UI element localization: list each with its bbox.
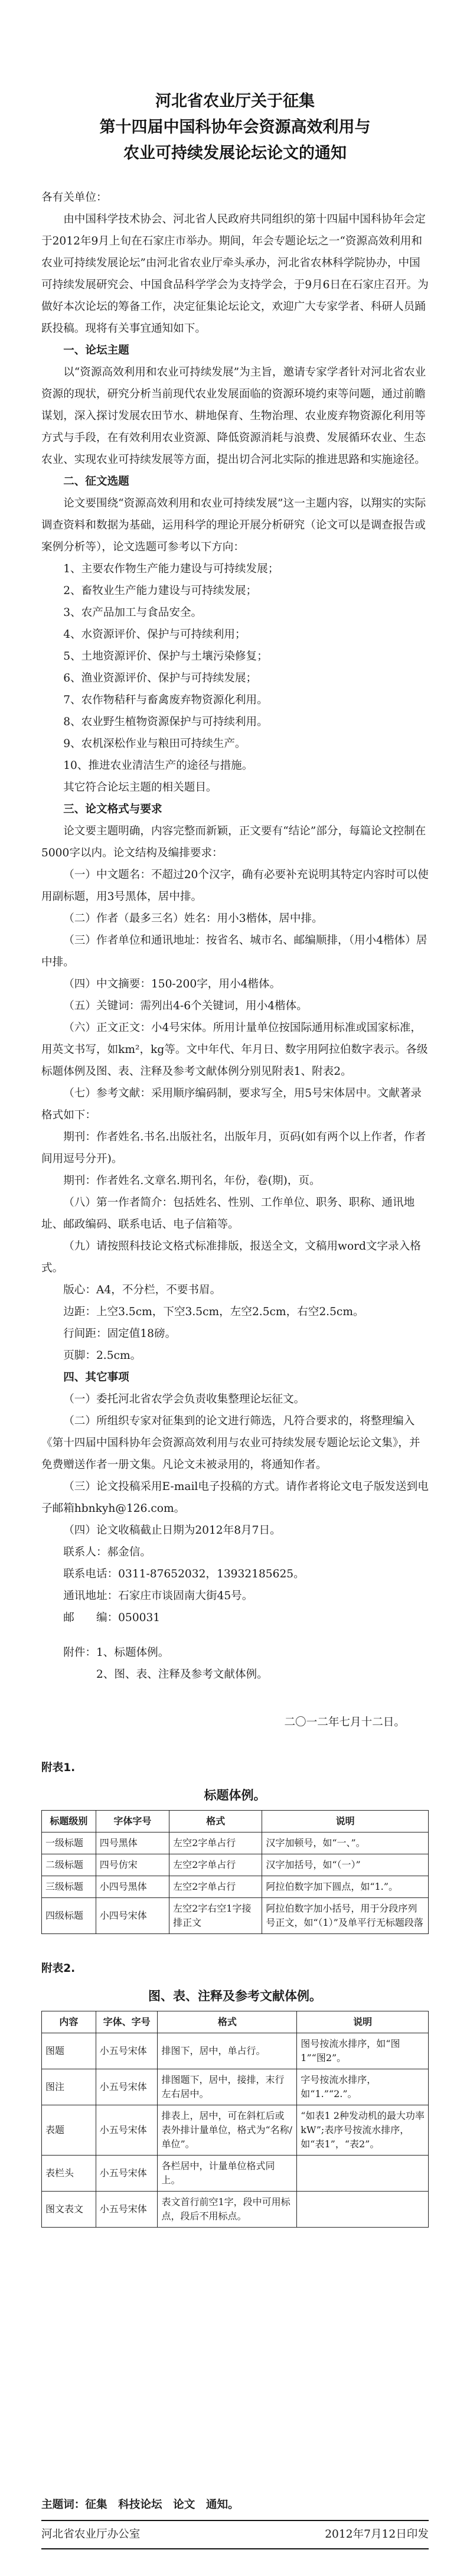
section-1-heading: 一、论坛主题 xyxy=(63,344,129,357)
table-cell: 四号黑体 xyxy=(96,1832,169,1854)
table-1-caption: 标题体例。 xyxy=(204,1788,266,1802)
topic-item: 1、主要农作物生产能力建设与可持续发展； xyxy=(63,563,279,575)
title-line-3: 农业可持续发展论坛论文的通知 xyxy=(123,144,347,162)
column-header: 说明 xyxy=(297,2011,429,2033)
table-cell xyxy=(297,2156,429,2192)
table-cell: 小五号宋体 xyxy=(96,2156,158,2192)
format-item: 版心：A4，不分栏，不要书眉。 xyxy=(63,1284,221,1296)
topic-item: 9、农机深松作业与粮田可持续生产。 xyxy=(63,738,246,750)
table-cell: 阿拉伯数字加小括号，用于分段序列号正文，如“（1）”及单平行无标题段落 xyxy=(262,1898,429,1934)
table-cell: 左空2字单占行 xyxy=(169,1876,262,1898)
table-row xyxy=(42,1876,429,1898)
contact-phone: 联系电话：0311-87652032，13932185625。 xyxy=(63,1568,305,1580)
column-header: 格式 xyxy=(169,1811,262,1832)
topic-item: 4、水资源评价、保护与可持续利用； xyxy=(63,628,246,641)
table-cell: 各栏居中，计量单位格式同上。 xyxy=(158,2156,297,2192)
column-header: 说明 xyxy=(262,1811,429,1832)
table-row xyxy=(42,2069,429,2105)
format-item: （四）中文摘要：150-200字，用小4楷体。 xyxy=(63,978,281,990)
table-cell: 汉字加括号，如“（一）” xyxy=(262,1854,429,1876)
format-item: （九）请按照科技论文格式标准排版，报送全文，文稿用word文字录入格式。 xyxy=(41,1240,421,1274)
table-cell: “如表1 2种发动机的最大功率kW”;表序号按流水排序，如“表1”，“表2”。 xyxy=(297,2105,429,2156)
table-cell: 汉字加顿号，如“一、”。 xyxy=(262,1832,429,1854)
title-line-1: 河北省农业厅关于征集 xyxy=(155,92,315,110)
contact-info xyxy=(41,1541,429,1629)
table-cell: 左空2字单占行 xyxy=(169,1854,262,1876)
matter-item: （四）论文收稿截止日期为2012年8月7日。 xyxy=(63,1524,281,1537)
table-cell: 表题 xyxy=(42,2105,96,2156)
topic-item: 6、渔业资源评价、保护与可持续发展； xyxy=(63,672,257,684)
format-item: 论文要主题明确，内容完整而新颖，正文要有“结论”部分，每篇论文控制在5000字以内。论文结构及编排要求： xyxy=(41,825,426,859)
column-header: 标题级别 xyxy=(42,1811,96,1832)
table-cell: 阿拉伯数字加下圆点，如“1.”。 xyxy=(262,1876,429,1898)
contact-postcode: 邮 编：050031 xyxy=(63,1612,161,1624)
table-row xyxy=(42,1832,429,1854)
document-date: 二〇一二年七月十二日。 xyxy=(284,1716,405,1729)
section-4-heading: 四、其它事项 xyxy=(63,1371,129,1384)
contact-person: 联系人：郝金信。 xyxy=(63,1546,151,1558)
section-2-text: 论文要围绕“资源高效利用和农业可持续发展”这一主题内容，以翔实的实际调查资料和数据为基础，运用科学的理论开展分析研究（论文可以是调查报告或案例分析等），论文选题可参考以下方向： xyxy=(41,497,426,553)
table-2-caption: 图、表、注释及参考文献体例。 xyxy=(148,1989,322,2003)
topic-item: 其它符合论坛主题的相关题目。 xyxy=(63,781,217,794)
table-cell: 图注 xyxy=(42,2069,96,2105)
table-cell: 小四号黑体 xyxy=(96,1876,169,1898)
table-cell: 四级标题 xyxy=(42,1898,96,1934)
format-item: （八）第一作者简介：包括姓名、性别、工作单位、职务、职称、通讯地址、邮政编码、联系电话、电子信箱等。 xyxy=(41,1196,415,1231)
table-row xyxy=(42,2192,429,2228)
topic-item: 10、推进农业清洁生产的途径与措施。 xyxy=(63,759,253,772)
section-1-text: 以“资源高效利用和农业可持续发展”为主旨，邀请专家学者针对河北省农业资源的现状，研究分析当前现代农业发展面临的资源环境约束等问题，通过前瞻谋划，深入探讨发展农田节水、耕地保育、生物治理、农业废弃物资源化利用等方式与手段，在有效利用农业资源、降低资源消耗与浪费、发展循环农业、生态农业、实现农业可持续发展等方面，提出切合河北实际的推进思路和实施途径。 xyxy=(41,366,426,466)
format-item: 边距：上空3.5cm，下空3.5cm，左空2.5cm，右空2.5cm。 xyxy=(63,1306,364,1318)
table-cell: 小五号宋体 xyxy=(96,2069,158,2105)
format-item: （七）参考文献：采用顺序编码制，要求写全，用5号宋体居中。文献著录格式如下： xyxy=(41,1087,422,1121)
matter-item: （二）所组织专家对征集到的论文进行筛选，凡符合要求的，将整理编入《第十四届中国科协年会资源高效利用与农业可持续发展专题论坛论文集》，并免费赠送作者一册文集。凡论文未被录用的，将通知作者。 xyxy=(41,1415,420,1471)
attachment-item: 附件：1、标题体例。 xyxy=(63,1646,169,1659)
column-header: 内容 xyxy=(42,2011,96,2033)
table-cell: 二级标题 xyxy=(42,1854,96,1876)
table-cell: 图题 xyxy=(42,2033,96,2069)
salutation: 各有关单位： xyxy=(41,191,107,204)
figure-table-style-table xyxy=(41,2011,429,2228)
table-header-row xyxy=(42,2011,429,2033)
table-1-label: 附表1. xyxy=(41,1762,76,1774)
subject-keywords: 主题词：征集 科技论坛 论文 通知。 xyxy=(41,2495,429,2521)
matter-item: （一）委托河北省农学会负责收集整理论坛征文。 xyxy=(63,1393,305,1406)
table-cell: 小五号宋体 xyxy=(96,2105,158,2156)
topic-item: 2、畜牧业生产能力建设与可持续发展； xyxy=(63,585,257,597)
table-2-label: 附表2. xyxy=(41,1962,76,1975)
other-matters xyxy=(41,1388,429,1541)
heading-style-table xyxy=(41,1810,429,1934)
table-cell: 图号按流水排序，如“图1”“图2”。 xyxy=(297,2033,429,2069)
table-row xyxy=(42,1898,429,1934)
table-cell: 小五号宋体 xyxy=(96,2033,158,2069)
format-item: 期刊：作者姓名.文章名.期刊名，年份，卷(期)，页。 xyxy=(63,1175,321,1187)
section-2-heading: 二、征文选题 xyxy=(63,475,129,488)
table-cell xyxy=(297,2192,429,2228)
issuing-office: 河北省农业厅办公室 xyxy=(41,2528,141,2541)
column-header: 字体字号 xyxy=(96,1811,169,1832)
topic-item: 3、农产品加工与食品安全。 xyxy=(63,606,203,619)
format-requirements xyxy=(41,820,429,1367)
table-cell: 排图题下，居中，接排，末行左右居中。 xyxy=(158,2069,297,2105)
table-cell: 左空2字右空1字接排正文 xyxy=(169,1898,262,1934)
table-cell: 图文表文 xyxy=(42,2192,96,2228)
matter-item: （三）论文投稿采用E-mail电子投稿的方式。请作者将论文电子版发送到电子邮箱hbnkyh@126.com。 xyxy=(41,1481,429,1515)
column-header: 字体、字号 xyxy=(96,2011,158,2033)
table-cell: 左空2字单占行 xyxy=(169,1832,262,1854)
table-cell: 排图下，居中，单占行。 xyxy=(158,2033,297,2069)
topic-list xyxy=(41,558,429,798)
attachment-item: 2、图、表、注释及参考文献体例。 xyxy=(96,1668,268,1681)
topic-item: 8、农业野生植物资源保护与可持续利用。 xyxy=(63,716,268,728)
table-cell: 一级标题 xyxy=(42,1832,96,1854)
table-cell: 小四号宋体 xyxy=(96,1898,169,1934)
table-cell: 小五号宋体 xyxy=(96,2192,158,2228)
format-item: （五）关键词：需列出4-6个关键词，用小4楷体。 xyxy=(63,1000,308,1012)
table-row xyxy=(42,2156,429,2192)
format-item: 页脚：2.5cm。 xyxy=(63,1349,142,1362)
table-cell: 排表上，居中，可在斜杠后或表外排计量单位，格式为“名称/单位”。 xyxy=(158,2105,297,2156)
document-body xyxy=(41,89,429,2228)
table-cell: 表栏头 xyxy=(42,2156,96,2192)
table-row xyxy=(42,1854,429,1876)
format-item: （六）正文正文：小4号宋体。所用计量单位按国际通用标准或国家标准，用英文书写，如km²，kg等。文中年代、年月日、数字用阿拉伯数字表示。各级标题体例及图、表、注释及参考文献体例分别见附表1、附表2。 xyxy=(41,1022,428,1078)
table-row xyxy=(42,2105,429,2156)
contact-address: 通讯地址：石家庄市谈固南大街45号。 xyxy=(63,1590,253,1602)
topic-item: 5、土地资源评价、保护与土壤污染修复； xyxy=(63,650,268,663)
table-header-row xyxy=(42,1811,429,1832)
topic-item: 7、农作物秸秆与畜禽废弃物资源化利用。 xyxy=(63,694,268,706)
intro-paragraph: 由中国科学技术协会、河北省人民政府共同组织的第十四届中国科协年会定于2012年9月上旬在石家庄市举办。期间，年会专题论坛之一“资源高效利用和农业可持续发展论坛”由河北省农业厅牵头承办，河北省农林科学院协办，中国可持续发展研究会、中国食品科学学会为支持学会，于9月6日在石家庄召开。为做好本次论坛的筹备工作，决定征集论坛论文，欢迎广大专家学者、科研人员踊跃投稿。现将有关事宜通知如下。 xyxy=(41,213,429,335)
table-cell: 字号按流水排序，如“1.”“2.”。 xyxy=(297,2069,429,2105)
format-item: （一）中文题名：不超过20个汉字，确有必要补充说明其特定内容时可以使用副标题，用3号黑体，居中排。 xyxy=(41,869,429,903)
table-cell: 三级标题 xyxy=(42,1876,96,1898)
document-footer xyxy=(41,2495,429,2549)
title-line-2: 第十四届中国科协年会资源高效利用与 xyxy=(99,118,371,136)
attachment-list xyxy=(41,1642,429,1685)
format-item: 行间距：固定值18磅。 xyxy=(63,1328,177,1340)
format-item: （三）作者单位和通讯地址：按省名、城市名、邮编顺排，（用小4楷体）居中排。 xyxy=(41,934,427,969)
issuer-row xyxy=(41,2521,429,2549)
issue-date: 2012年7月12日印发 xyxy=(325,2528,429,2541)
table-cell: 表文首行前空1字，段中可用标点，段后不用标点。 xyxy=(158,2192,297,2228)
table-cell: 四号仿宋 xyxy=(96,1854,169,1876)
format-item: （二）作者（最多三名）姓名：用小3楷体，居中排。 xyxy=(63,912,323,925)
table-row xyxy=(42,2033,429,2069)
section-3-heading: 三、论文格式与要求 xyxy=(63,803,162,816)
document-title xyxy=(41,89,429,167)
format-item: 期刊：作者姓名.书名.出版社名，出版年月，页码(如有两个以上作者，作者间用逗号分开)。 xyxy=(41,1131,426,1165)
column-header: 格式 xyxy=(158,2011,297,2033)
